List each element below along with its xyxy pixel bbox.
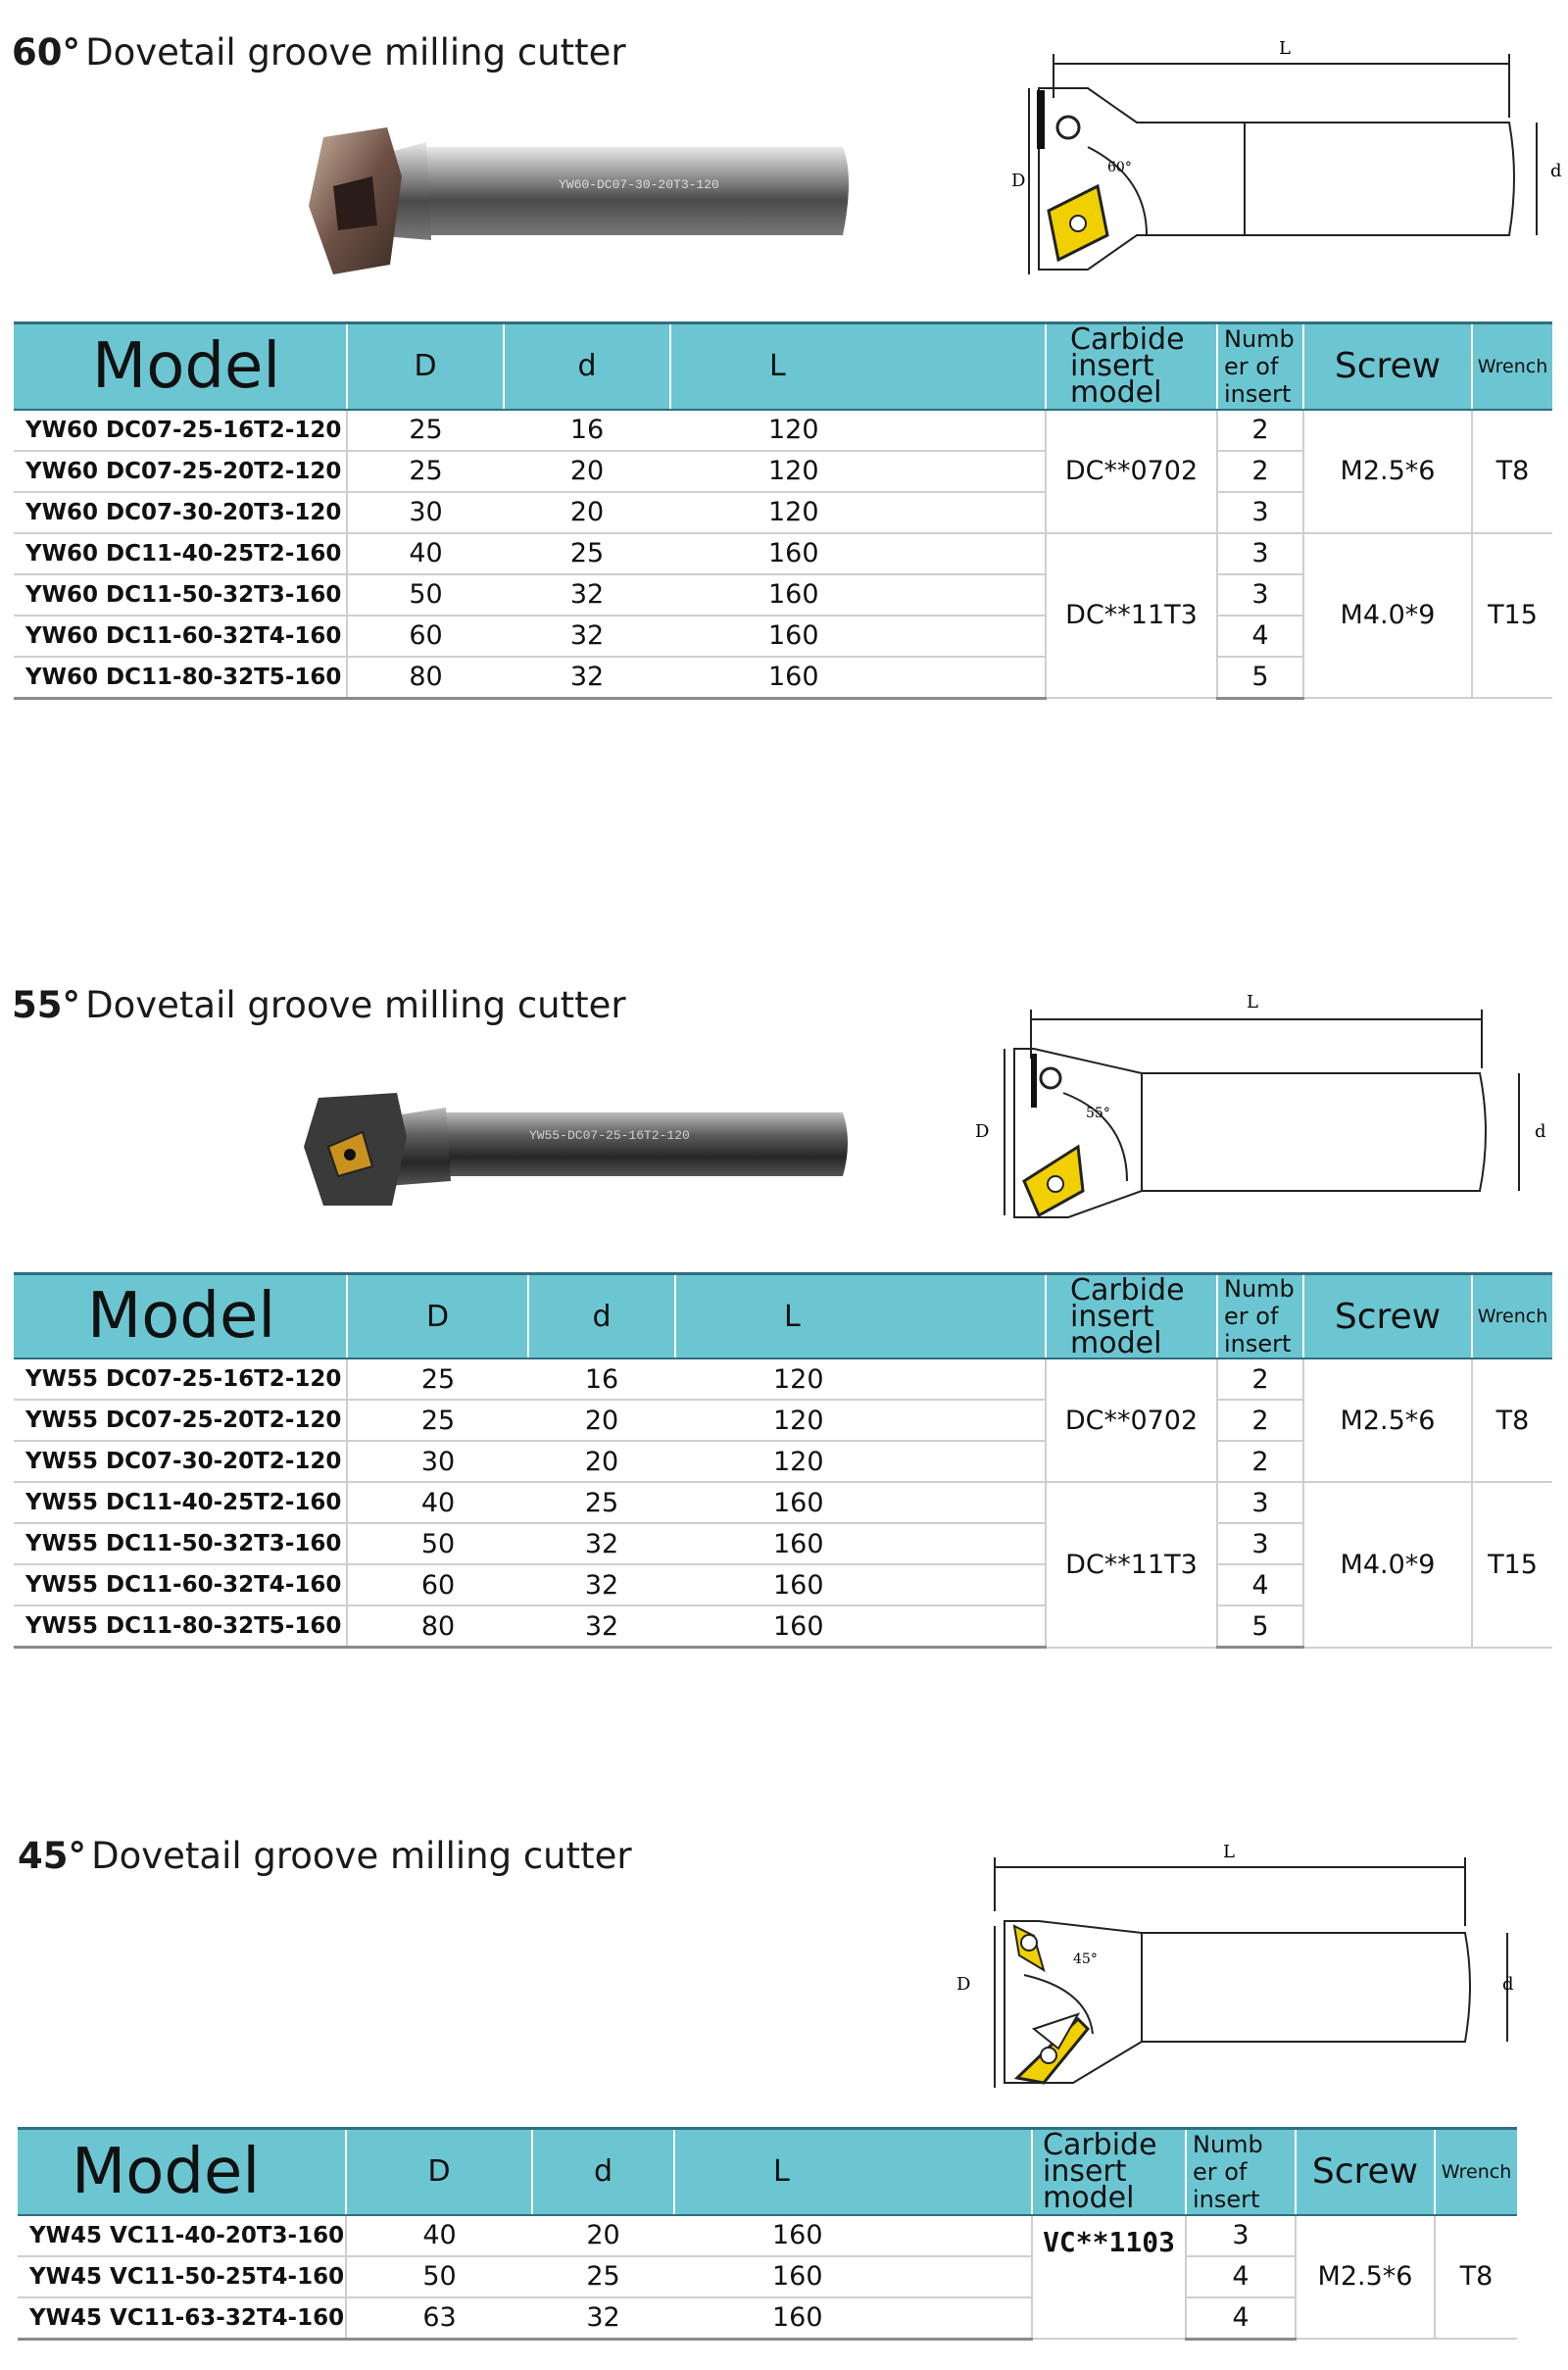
d-cell: 20	[532, 2215, 674, 2256]
header-L: L	[675, 1274, 1046, 1359]
d-cell: 32	[528, 1605, 675, 1648]
header-model: Model	[18, 2129, 346, 2215]
L-cell: 120	[670, 451, 1046, 492]
L-cell: 160	[675, 1564, 1046, 1605]
D-cell: 25	[347, 1358, 528, 1400]
screw-cell: M2.5*6	[1296, 2215, 1435, 2340]
screw-cell: M4.0*9	[1303, 1482, 1472, 1648]
model-cell: YW60 DC11-50-32T3-160	[14, 574, 347, 616]
table-row	[18, 2215, 1517, 2256]
dim-d: d	[1535, 1121, 1546, 1142]
dim-L: L	[1279, 39, 1291, 59]
header-wrench: Wrench	[1435, 2129, 1517, 2215]
table-row	[18, 2256, 1517, 2297]
model-cell: YW45 VC11-40-20T3-160	[18, 2215, 346, 2256]
insert-cell: DC**0702	[1046, 1358, 1217, 1482]
model-cell: YW55 DC07-25-20T2-120	[14, 1400, 347, 1441]
header-screw: Screw	[1303, 1274, 1472, 1359]
dim-D: D	[956, 1974, 971, 1995]
title-text: Dovetail groove milling cutter	[85, 31, 626, 74]
dim-D: D	[1011, 171, 1026, 191]
d-cell: 32	[528, 1523, 675, 1564]
model-cell: YW55 DC07-25-16T2-120	[14, 1358, 347, 1400]
header-insert: Carbide insert model	[1046, 1274, 1217, 1359]
D-cell: 80	[347, 657, 504, 699]
number-cell: 3	[1186, 2215, 1296, 2256]
header-D: D	[346, 2129, 532, 2215]
title-text: Dovetail groove milling cutter	[91, 1835, 632, 1877]
wrench-cell: T8	[1472, 1358, 1552, 1482]
number-cell: 3	[1217, 1523, 1303, 1564]
D-cell: 60	[347, 1564, 528, 1605]
model-cell: YW55 DC11-60-32T4-160	[14, 1564, 347, 1605]
L-cell: 160	[674, 2297, 1032, 2340]
section-title	[18, 1835, 632, 1877]
model-cell: YW60 DC07-25-20T2-120	[14, 451, 347, 492]
insert-cell: DC**11T3	[1046, 533, 1217, 699]
number-cell: 2	[1217, 451, 1303, 492]
angle-dim: 55°	[1086, 1106, 1110, 1121]
shank-marking: YW60-DC07-30-20T3-120	[559, 177, 719, 192]
screw-cell: M4.0*9	[1303, 533, 1472, 699]
number-cell: 4	[1217, 616, 1303, 657]
header-screw: Screw	[1296, 2129, 1435, 2215]
L-cell: 160	[674, 2215, 1032, 2256]
wrench-cell: T8	[1472, 410, 1552, 533]
d-cell: 32	[504, 657, 670, 699]
number-cell: 4	[1186, 2297, 1296, 2340]
angle-dim: 60°	[1107, 160, 1132, 175]
number-cell: 2	[1217, 410, 1303, 451]
model-cell: YW45 VC11-63-32T4-160	[18, 2297, 346, 2340]
header-D: D	[347, 1274, 528, 1359]
d-cell: 25	[532, 2256, 674, 2297]
insert-cell: DC**0702	[1046, 410, 1217, 533]
header-model: Model	[14, 1274, 347, 1359]
model-cell: YW55 DC11-80-32T5-160	[14, 1605, 347, 1648]
header-insert: Carbide insert model	[1046, 323, 1217, 410]
spec-table	[18, 2127, 1517, 2341]
model-cell: YW60 DC11-60-32T4-160	[14, 616, 347, 657]
header-D: D	[347, 323, 504, 410]
header-number: Numb er of insert	[1186, 2129, 1296, 2215]
header-d: d	[532, 2129, 674, 2215]
wrench-cell: T8	[1435, 2215, 1517, 2340]
model-cell: YW55 DC07-30-20T2-120	[14, 1441, 347, 1482]
D-cell: 40	[347, 1482, 528, 1523]
d-cell: 25	[528, 1482, 675, 1523]
number-cell: 3	[1217, 492, 1303, 533]
number-cell: 2	[1217, 1358, 1303, 1400]
screw-cell: M2.5*6	[1303, 1358, 1472, 1482]
d-cell: 25	[504, 533, 670, 574]
L-cell: 160	[675, 1523, 1046, 1564]
d-cell: 16	[528, 1358, 675, 1400]
shank-marking: YW55-DC07-25-16T2-120	[529, 1128, 690, 1143]
D-cell: 25	[347, 451, 504, 492]
header-screw: Screw	[1303, 323, 1472, 410]
model-cell: YW45 VC11-50-25T4-160	[18, 2256, 346, 2297]
L-cell: 160	[670, 657, 1046, 699]
header-wrench: Wrench	[1472, 323, 1552, 410]
dim-D: D	[975, 1121, 990, 1142]
D-cell: 50	[346, 2256, 532, 2297]
wrench-cell: T15	[1472, 533, 1552, 699]
L-cell: 160	[675, 1482, 1046, 1523]
insert-cell: DC**11T3	[1046, 1482, 1217, 1648]
number-cell: 2	[1217, 1441, 1303, 1482]
header-number: Numb er of insert	[1217, 1274, 1303, 1359]
D-cell: 60	[347, 616, 504, 657]
wrench-cell: T15	[1472, 1482, 1552, 1648]
L-cell: 160	[675, 1605, 1046, 1648]
L-cell: 160	[670, 574, 1046, 616]
L-cell: 160	[670, 616, 1046, 657]
D-cell: 30	[347, 492, 504, 533]
d-cell: 32	[504, 574, 670, 616]
dim-d: d	[1550, 161, 1562, 181]
number-cell: 4	[1217, 1564, 1303, 1605]
D-cell: 50	[347, 1523, 528, 1564]
L-cell: 120	[670, 410, 1046, 451]
L-cell: 120	[675, 1441, 1046, 1482]
number-cell: 5	[1217, 657, 1303, 699]
d-cell: 20	[504, 451, 670, 492]
header-model: Model	[14, 323, 347, 410]
L-cell: 160	[674, 2256, 1032, 2297]
angle-label: 55°	[12, 984, 80, 1026]
d-cell: 32	[528, 1564, 675, 1605]
D-cell: 80	[347, 1605, 528, 1648]
insert-cell: VC**1103	[1032, 2215, 1186, 2340]
d-cell: 32	[504, 616, 670, 657]
number-cell: 2	[1217, 1400, 1303, 1441]
model-cell: YW60 DC11-80-32T5-160	[14, 657, 347, 699]
d-cell: 20	[528, 1441, 675, 1482]
header-L: L	[670, 323, 1046, 410]
d-cell: 20	[528, 1400, 675, 1441]
L-cell: 160	[670, 533, 1046, 574]
D-cell: 50	[347, 574, 504, 616]
table-row	[18, 2297, 1517, 2340]
header-row	[18, 2129, 1517, 2215]
D-cell: 30	[347, 1441, 528, 1482]
number-cell: 3	[1217, 533, 1303, 574]
number-cell: 5	[1217, 1605, 1303, 1648]
dim-d: d	[1502, 1974, 1514, 1995]
dim-L: L	[1247, 992, 1258, 1012]
d-cell: 20	[504, 492, 670, 533]
header-d: d	[528, 1274, 675, 1359]
D-cell: 63	[346, 2297, 532, 2340]
cutter-diagram	[951, 1838, 1558, 2102]
number-cell: 4	[1186, 2256, 1296, 2297]
L-cell: 120	[675, 1358, 1046, 1400]
model-cell: YW60 DC07-25-16T2-120	[14, 410, 347, 451]
header-number: Numb er of insert	[1217, 323, 1303, 410]
d-cell: 16	[504, 410, 670, 451]
model-cell: YW60 DC11-40-25T2-160	[14, 533, 347, 574]
header-insert: Carbide insert model	[1032, 2129, 1186, 2215]
screw-cell: M2.5*6	[1303, 410, 1472, 533]
D-cell: 25	[347, 410, 504, 451]
model-cell: YW55 DC11-50-32T3-160	[14, 1523, 347, 1564]
angle-label: 45°	[18, 1835, 86, 1877]
D-cell: 40	[347, 533, 504, 574]
D-cell: 40	[346, 2215, 532, 2256]
title-text: Dovetail groove milling cutter	[85, 984, 626, 1026]
number-cell: 3	[1217, 574, 1303, 616]
model-cell: YW55 DC11-40-25T2-160	[14, 1482, 347, 1523]
header-L: L	[674, 2129, 1032, 2215]
model-cell: YW60 DC07-30-20T3-120	[14, 492, 347, 533]
angle-dim: 45°	[1073, 1951, 1098, 1967]
header-d: d	[504, 323, 670, 410]
D-cell: 25	[347, 1400, 528, 1441]
angle-label: 60°	[12, 31, 80, 74]
d-cell: 32	[532, 2297, 674, 2340]
header-wrench: Wrench	[1472, 1274, 1552, 1359]
L-cell: 120	[670, 492, 1046, 533]
L-cell: 120	[675, 1400, 1046, 1441]
dim-L: L	[1223, 1842, 1235, 1862]
number-cell: 3	[1217, 1482, 1303, 1523]
